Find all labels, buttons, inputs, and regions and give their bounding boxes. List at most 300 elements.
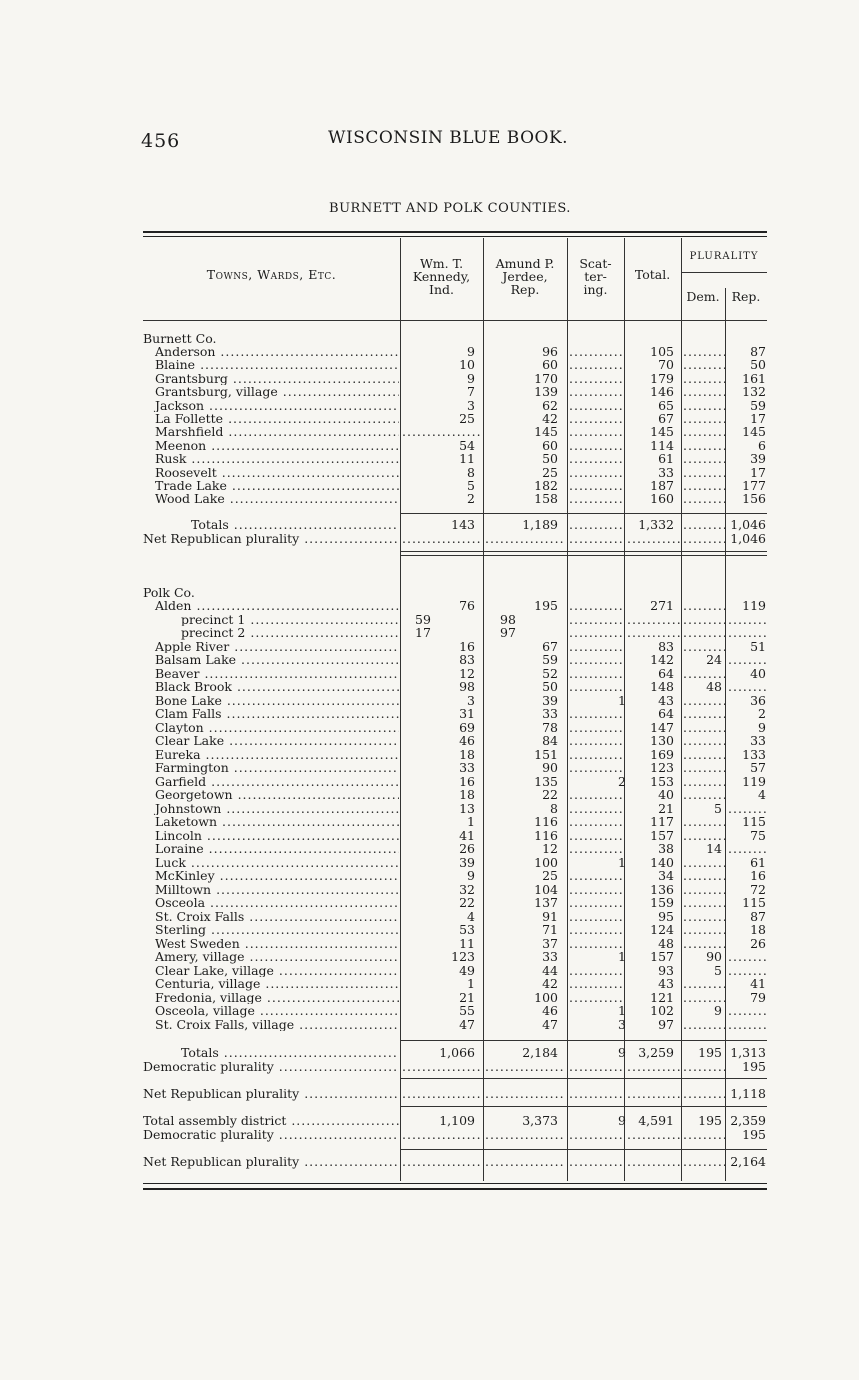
row-label: Clear Lake, village .....	[143, 964, 399, 978]
cell-total: 4,591	[638, 1113, 674, 1128]
row-label: Clayton .....	[143, 721, 399, 735]
cell-total: 21	[658, 800, 674, 816]
cell-rep: 26	[750, 935, 766, 951]
cell-leader	[683, 358, 725, 372]
table-row	[143, 707, 767, 721]
table-row	[143, 1004, 767, 1018]
cell-leader	[569, 896, 623, 910]
cell-kennedy: 1	[467, 814, 475, 829]
cell-kennedy: 18	[459, 787, 475, 802]
cell-total: 117	[650, 814, 674, 829]
cell-kennedy: 1	[467, 976, 475, 991]
row-label: Milltown .....	[143, 883, 399, 897]
row-label: Bone Lake .....	[143, 694, 399, 708]
cell-kennedy: 22	[459, 895, 475, 910]
cell-leader	[683, 734, 725, 748]
row-label: Blaine .....	[143, 358, 399, 372]
cell-rep: 50	[750, 357, 766, 373]
cell-kennedy: 9	[467, 370, 475, 386]
cell-rep: 132	[742, 384, 766, 400]
table-row	[143, 991, 767, 1005]
row-label: Marshfield .....	[143, 425, 399, 439]
cell-leader	[683, 518, 725, 532]
cell-leader	[569, 345, 623, 359]
cell-jerdee: 60	[542, 437, 558, 453]
cell-leader	[402, 425, 482, 439]
row-label: Farmington .....	[143, 761, 399, 775]
cell-leader	[569, 869, 623, 883]
header-kennedy-line3: Ind.	[429, 282, 454, 297]
cell-rep: 115	[742, 814, 766, 829]
cell-rep: 115	[742, 895, 766, 910]
header-scat-line1: Scat-	[579, 256, 612, 271]
cell-leader	[728, 653, 766, 667]
cell-leader	[485, 532, 565, 546]
header-plurality: PLURALITY	[689, 251, 759, 262]
cell-leader	[569, 761, 623, 775]
bottom-rule	[143, 1183, 767, 1190]
cell-jerdee: 96	[542, 344, 558, 359]
cell-leader	[683, 372, 725, 386]
cell-kennedy: 7	[467, 384, 475, 400]
cell-jerdee: 25	[542, 868, 558, 883]
cell-leader	[683, 1018, 725, 1032]
cell-total: 83	[658, 638, 674, 654]
table-row	[143, 680, 767, 694]
cell-leader	[627, 613, 681, 627]
cell-leader	[683, 640, 725, 654]
cell-leader	[683, 748, 725, 762]
cell-total: 157	[650, 827, 674, 843]
cell-kennedy: 12	[459, 665, 475, 681]
cell-kennedy: 3	[467, 692, 475, 708]
cell-jerdee: 91	[542, 908, 558, 924]
cell-dem: 5	[714, 800, 722, 816]
cell-total: 146	[650, 384, 674, 400]
cell-leader	[728, 802, 766, 816]
cell-leader	[683, 910, 725, 924]
cell-jerdee: 42	[542, 411, 558, 426]
cell-leader	[569, 479, 623, 493]
polk-net-rule	[400, 1106, 767, 1107]
cell-leader	[683, 345, 725, 359]
cell-dem: 195	[698, 1045, 722, 1060]
row-label: Beaver .....	[143, 667, 399, 681]
table-row	[143, 1018, 767, 1032]
table-row	[143, 358, 767, 372]
cell-leader	[683, 466, 725, 480]
cell-leader	[683, 667, 725, 681]
cell-rep: 36	[750, 692, 766, 708]
cell-leader	[569, 1060, 623, 1074]
cell-kennedy: 9	[467, 868, 475, 883]
cell-leader	[627, 1155, 681, 1169]
cell-leader	[683, 977, 725, 991]
cell-dem: 195	[698, 1113, 722, 1128]
cell-kennedy: 123	[451, 949, 475, 964]
cell-leader	[683, 385, 725, 399]
cell-rep: 2,164	[730, 1154, 766, 1169]
cell-rep: 17	[750, 464, 766, 480]
polk-county-heading: Polk Co.	[143, 585, 195, 600]
cell-leader	[683, 775, 725, 789]
cell-leader	[569, 372, 623, 386]
row-label: Luck .....	[143, 856, 399, 870]
row-label: Grantsburg, village .....	[143, 385, 399, 399]
cell-scat: 1	[618, 1003, 626, 1018]
cell-kennedy: 16	[459, 773, 475, 789]
table-row	[143, 923, 767, 937]
cell-rep: 59	[750, 397, 766, 413]
cell-rep: 9	[758, 719, 766, 735]
row-label: Democratic plurality .....	[143, 1128, 399, 1142]
cell-total: 105	[650, 344, 674, 359]
cell-kennedy: 39	[459, 854, 475, 870]
cell-leader	[683, 412, 725, 426]
cell-total: 3,259	[638, 1045, 674, 1060]
cell-total: 153	[650, 773, 674, 789]
cell-jerdee: 59	[542, 652, 558, 667]
table-row	[143, 452, 767, 466]
cell-kennedy: 17	[415, 625, 431, 640]
cell-leader	[683, 761, 725, 775]
burnett-net-row	[143, 532, 767, 546]
cell-jerdee: 135	[534, 773, 558, 789]
cell-rep: 75	[750, 827, 766, 843]
table-row	[143, 937, 767, 951]
district-rule	[400, 1149, 767, 1150]
cell-leader	[627, 1087, 681, 1101]
row-label: Democratic plurality .....	[143, 1060, 399, 1074]
cell-kennedy: 10	[459, 357, 475, 373]
cell-kennedy: 21	[459, 989, 475, 1005]
cell-jerdee: 2,184	[522, 1045, 558, 1060]
row-label: Alden .....	[143, 599, 399, 613]
cell-rep: 6	[758, 437, 766, 453]
table-row	[143, 910, 767, 924]
cell-leader	[627, 1128, 681, 1142]
row-label: Garfield .....	[143, 775, 399, 789]
row-label: Apple River .....	[143, 640, 399, 654]
cell-total: 169	[650, 746, 674, 762]
row-label: Eureka .....	[143, 748, 399, 762]
cell-leader	[569, 439, 623, 453]
row-label: Anderson .....	[143, 345, 399, 359]
cell-leader	[569, 829, 623, 843]
cell-leader	[683, 829, 725, 843]
row-label: Clear Lake .....	[143, 734, 399, 748]
row-label: Black Brook .....	[143, 680, 399, 694]
cell-jerdee: 137	[534, 895, 558, 910]
cell-leader	[728, 964, 766, 978]
cell-leader	[627, 532, 681, 546]
cell-scat: 3	[618, 1016, 626, 1032]
cell-leader	[569, 883, 623, 897]
cell-kennedy: 49	[459, 962, 475, 978]
cell-leader	[569, 518, 623, 532]
cell-leader	[728, 626, 766, 640]
cell-leader	[485, 1128, 565, 1142]
cell-jerdee: 67	[542, 638, 558, 654]
cell-leader	[728, 950, 766, 964]
cell-total: 136	[650, 881, 674, 897]
cell-leader	[683, 923, 725, 937]
row-label: Rusk .....	[143, 452, 399, 466]
cell-leader	[569, 748, 623, 762]
cell-jerdee: 22	[542, 787, 558, 802]
table-row	[143, 842, 767, 856]
cell-jerdee: 145	[534, 424, 558, 440]
cell-kennedy: 1,066	[439, 1045, 475, 1060]
table-row	[143, 667, 767, 681]
cell-jerdee: 100	[534, 989, 558, 1005]
cell-leader	[683, 626, 725, 640]
cell-jerdee: 25	[542, 464, 558, 480]
cell-rep: 79	[750, 989, 766, 1005]
cell-leader	[569, 358, 623, 372]
cell-leader	[683, 599, 725, 613]
burnett-end-rule	[400, 551, 767, 556]
row-label: Fredonia, village .....	[143, 991, 399, 1005]
cell-kennedy: 55	[459, 1003, 475, 1018]
cell-rep: 39	[750, 451, 766, 467]
cell-leader	[569, 815, 623, 829]
cell-kennedy: 13	[459, 800, 475, 816]
cell-leader	[402, 1155, 482, 1169]
row-label: St. Croix Falls .....	[143, 910, 399, 924]
cell-rep: 1,046	[730, 531, 766, 546]
row-label: West Sweden .....	[143, 937, 399, 951]
row-label: La Follette .....	[143, 412, 399, 426]
cell-rep: 72	[750, 881, 766, 897]
cell-leader	[402, 1060, 482, 1074]
cell-total: 1,332	[638, 517, 674, 532]
header-rep: Rep.	[731, 289, 761, 304]
cell-total: 130	[650, 733, 674, 748]
table-row	[143, 385, 767, 399]
cell-total: 147	[650, 719, 674, 735]
cell-leader	[627, 1060, 681, 1074]
polk-total-rule	[400, 1040, 767, 1041]
cell-total: 271	[650, 598, 674, 613]
table-row	[143, 775, 767, 789]
cell-kennedy: 98	[459, 679, 475, 694]
cell-kennedy: 26	[459, 841, 475, 856]
cell-total: 102	[650, 1003, 674, 1018]
cell-leader	[402, 532, 482, 546]
cell-dem: 5	[714, 962, 722, 978]
cell-kennedy: 33	[459, 760, 475, 775]
row-label: Osceola .....	[143, 896, 399, 910]
table-row	[143, 977, 767, 991]
cell-leader	[569, 626, 623, 640]
row-label: Amery, village .....	[143, 950, 399, 964]
cell-jerdee: 71	[542, 922, 558, 937]
header-jerdee-line3: Rep.	[510, 282, 540, 297]
cell-leader	[683, 399, 725, 413]
cell-leader	[683, 425, 725, 439]
cell-jerdee: 37	[542, 935, 558, 951]
row-label: precinct 1 .....	[143, 613, 399, 627]
burnett-total-rule	[400, 513, 767, 514]
header-towns: Towns, Wards, Etc.	[206, 267, 337, 282]
row-label: Laketown .....	[143, 815, 399, 829]
cell-rep: 195	[742, 1059, 766, 1074]
cell-rep: 145	[742, 424, 766, 440]
polk-dem-plurality-row	[143, 1060, 767, 1074]
cell-kennedy: 46	[459, 733, 475, 748]
header-scattering	[567, 257, 624, 296]
cell-leader	[569, 599, 623, 613]
cell-leader	[683, 613, 725, 627]
row-label: Net Republican plurality .....	[143, 1087, 399, 1101]
cell-rep: 133	[742, 746, 766, 762]
table-row	[143, 761, 767, 775]
table-row	[143, 964, 767, 978]
cell-leader	[569, 910, 623, 924]
cell-leader	[728, 613, 766, 627]
cell-jerdee: 78	[542, 719, 558, 735]
cell-rep: 195	[742, 1127, 766, 1142]
cell-kennedy: 143	[451, 517, 475, 532]
cell-leader	[569, 802, 623, 816]
cell-scat: 2	[618, 773, 626, 789]
cell-kennedy: 11	[459, 935, 475, 951]
district-total-row	[143, 1114, 767, 1128]
cell-kennedy: 25	[459, 411, 475, 426]
cell-leader	[569, 640, 623, 654]
table-row	[143, 950, 767, 964]
cell-leader	[683, 532, 725, 546]
cell-kennedy: 9	[467, 344, 475, 359]
cell-total: 179	[650, 370, 674, 386]
cell-total: 145	[650, 424, 674, 440]
header-kennedy-line2: Kennedy,	[412, 269, 471, 284]
cell-leader	[402, 1087, 482, 1101]
cell-leader	[683, 788, 725, 802]
cell-total: 33	[658, 464, 674, 480]
cell-total: 123	[650, 760, 674, 775]
cell-rep: 16	[750, 868, 766, 883]
cell-leader	[569, 399, 623, 413]
cell-leader	[485, 1060, 565, 1074]
cell-leader	[728, 842, 766, 856]
cell-rep: 177	[742, 478, 766, 493]
cell-jerdee: 12	[542, 841, 558, 856]
cell-kennedy: 54	[459, 437, 475, 453]
cell-leader	[569, 734, 623, 748]
cell-total: 114	[650, 437, 674, 453]
section-title: BURNETT AND POLK COUNTIES.	[329, 201, 571, 216]
district-net-row	[143, 1155, 767, 1169]
cell-dem: 9	[714, 1003, 722, 1018]
cell-jerdee: 97	[500, 625, 516, 640]
cell-leader	[683, 1060, 725, 1074]
cell-jerdee: 44	[542, 962, 558, 978]
polk-dem-rule	[400, 1078, 767, 1079]
row-label: Johnstown .....	[143, 802, 399, 816]
cell-leader	[569, 532, 623, 546]
cell-kennedy: 4	[467, 908, 475, 924]
running-title: WISCONSIN BLUE BOOK.	[328, 128, 569, 148]
cell-rep: 87	[750, 908, 766, 924]
polk-totals-row	[143, 1046, 767, 1060]
cell-dem: 24	[706, 652, 722, 667]
row-label: Osceola, village .....	[143, 1004, 399, 1018]
cell-kennedy: 83	[459, 652, 475, 667]
header-scat-line2: ter-	[584, 269, 607, 284]
cell-dem: 48	[706, 679, 722, 694]
plurality-rule	[681, 272, 767, 273]
cell-leader	[569, 842, 623, 856]
cell-total: 64	[658, 665, 674, 681]
cell-total: 187	[650, 478, 674, 493]
cell-rep: 1,118	[730, 1086, 766, 1101]
cell-jerdee: 151	[534, 746, 558, 762]
cell-kennedy: 32	[459, 881, 475, 897]
cell-jerdee: 33	[542, 949, 558, 964]
cell-kennedy: 69	[459, 719, 475, 735]
cell-jerdee: 139	[534, 384, 558, 400]
cell-total: 148	[650, 679, 674, 694]
cell-leader	[485, 1155, 565, 1169]
cell-leader	[569, 425, 623, 439]
cell-leader	[569, 492, 623, 506]
cell-jerdee: 50	[542, 451, 558, 467]
cell-jerdee: 1,189	[522, 517, 558, 532]
cell-kennedy: 11	[459, 451, 475, 467]
row-label: Totals .....	[143, 1046, 399, 1060]
cell-jerdee: 104	[534, 881, 558, 897]
cell-total: 70	[658, 357, 674, 373]
table-row	[143, 640, 767, 654]
table-row	[143, 748, 767, 762]
header-jerdee-line1: Amund P.	[495, 256, 555, 271]
cell-jerdee: 47	[542, 1016, 558, 1032]
row-label: Net Republican plurality .....	[143, 532, 399, 546]
row-label: Jackson .....	[143, 399, 399, 413]
cell-leader	[569, 667, 623, 681]
cell-leader	[569, 923, 623, 937]
cell-total: 48	[658, 935, 674, 951]
page-number: 456	[141, 130, 181, 152]
cell-rep: 1,313	[730, 1045, 766, 1060]
cell-leader	[569, 466, 623, 480]
cell-leader	[683, 707, 725, 721]
cell-leader	[683, 856, 725, 870]
row-label: precinct 2 .....	[143, 626, 399, 640]
cell-leader	[683, 492, 725, 506]
header-kennedy-line1: Wm. T.	[419, 256, 464, 271]
cell-kennedy: 53	[459, 922, 475, 937]
cell-leader	[627, 626, 681, 640]
header-total: Total.	[634, 267, 671, 282]
cell-kennedy: 47	[459, 1016, 475, 1032]
cell-leader	[683, 1155, 725, 1169]
cell-leader	[683, 439, 725, 453]
cell-leader	[728, 1004, 766, 1018]
cell-total: 34	[658, 868, 674, 883]
cell-rep: 33	[750, 733, 766, 748]
cell-total: 43	[658, 976, 674, 991]
cell-kennedy: 5	[467, 478, 475, 493]
cell-jerdee: 42	[542, 976, 558, 991]
cell-kennedy: 59	[415, 611, 431, 627]
row-label: Roosevelt .....	[143, 466, 399, 480]
table-row	[143, 653, 767, 667]
cell-rep: 119	[742, 598, 766, 613]
row-label: Georgetown .....	[143, 788, 399, 802]
